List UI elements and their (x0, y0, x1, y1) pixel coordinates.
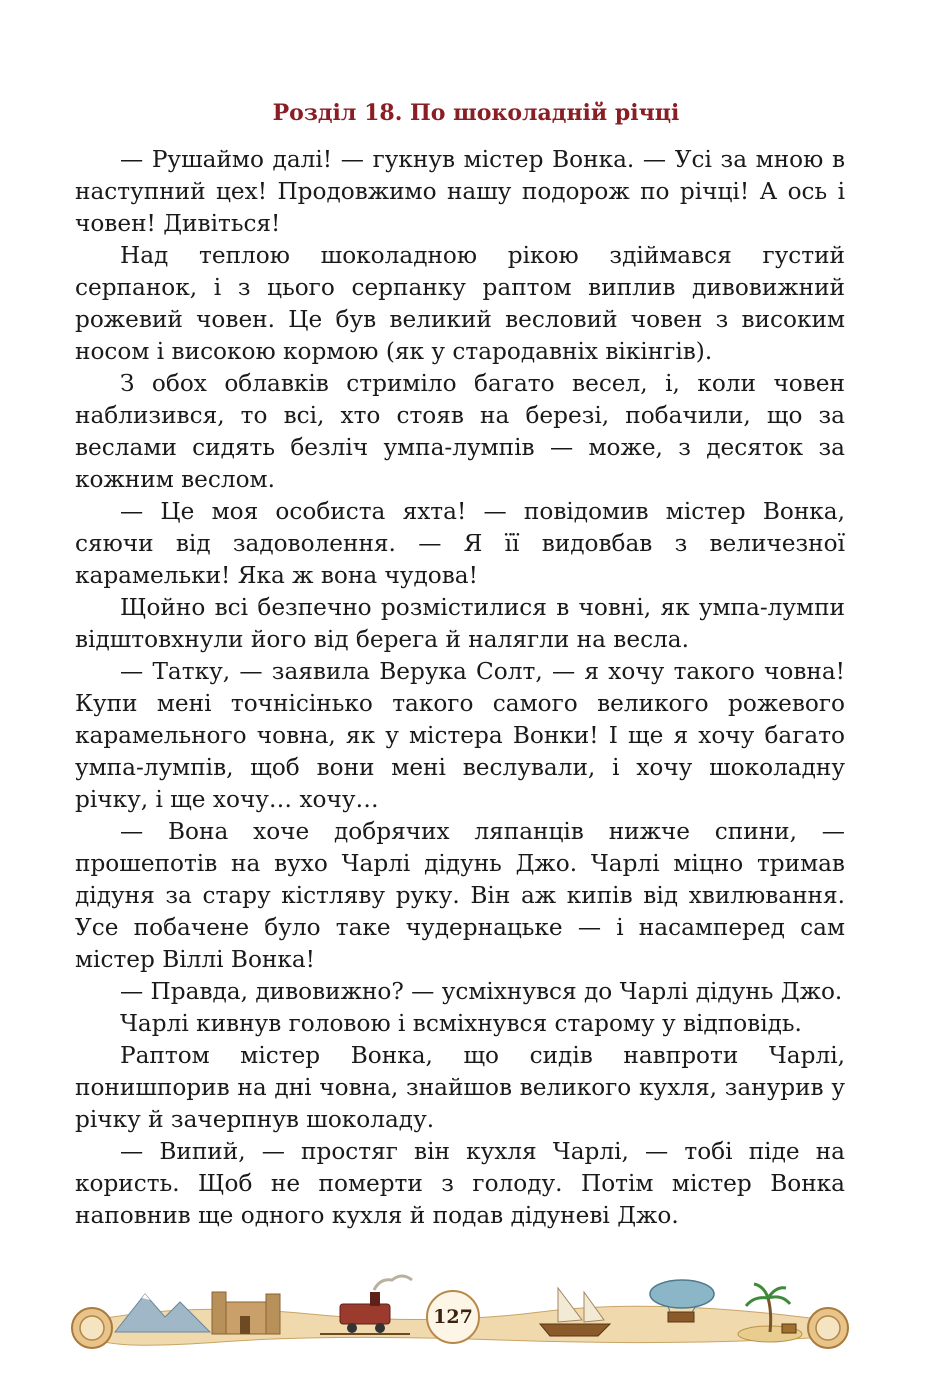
castle-icon (212, 1292, 280, 1334)
chapter-body (75, 144, 845, 1232)
paragraph: Щойно всі безпечно розмістилися в човні, як умпа-лумпи відштовхнули його від берега й налягли на весла. (75, 594, 845, 653)
chapter-title: Розділ 18. По шоколадній річці (272, 100, 680, 126)
paragraph: Раптом містер Вонка, що сидів навпроти Чарлі, понишпорив на дні човна, знайшов великого кухля, занурив у річку й зачерпнув шоколаду. (75, 1042, 845, 1133)
paragraph: З обох облавків стриміло багато весел, і, коли човен наблизився, то всі, хто стояв на березі, побачили, що за веслами сидять безліч умпа-лумпів — може, з десяток за кожним веслом. (75, 370, 845, 493)
paragraph: — Рушаймо далі! — гукнув містер Вонка. — Усі за мною в наступний цех! Продовжимо нашу подорож по річці! А ось і човен! Дивіться! (75, 146, 845, 237)
paragraph: — Це моя особиста яхта! — повідомив містер Вонка, сяючи від задоволення. — Я її видовбав з величезної карамельки! Яка ж вона чудова! (75, 498, 845, 589)
paragraph: Чарлі кивнув головою і всміхнувся старому у відповідь. (120, 1010, 802, 1037)
paragraph: — Правда, дивовижно? — усміхнувся до Чарлі дідунь Джо. (120, 978, 843, 1005)
paragraph: — Випий, — простяг він кухля Чарлі, — тобі піде на користь. Щоб не померти з голоду. Потім містер Вонка наповнив ще одного кухля й подав дідуневі Джо. (75, 1138, 845, 1229)
paragraph: Над теплою шоколадною рікою здіймався густий серпанок, і з цього серпанку раптом виплив дивовижний рожевий човен. Це був великий весловий човен з високим носом і високою кормою (як у стародавніх вікінгів). (75, 242, 845, 365)
left-medallion-icon (72, 1308, 112, 1348)
right-medallion-icon (808, 1308, 848, 1348)
page-number: 127 (426, 1290, 480, 1344)
paragraph: — Татку, — заявила Верука Солт, — я хочу такого човна! Купи мені точнісінько такого самого великого рожевого карамельного човна, як у містера Вонки! І ще я хочу багато умпа-лумпів, щоб вони мені веслували, і хочу шоколадну річку, і ще хочу… хочу… (75, 658, 845, 813)
paragraph: — Вона хоче добрячих ляпанців нижче спини, — прошепотів на вухо Чарлі дідунь Джо. Чарлі міцно тримав дідуня за стару кістляву руку. Він аж кипів від хвилювання. Усе побачене було таке чудернацьке — і насамперед сам містер Віллі Вонка! (75, 818, 845, 973)
